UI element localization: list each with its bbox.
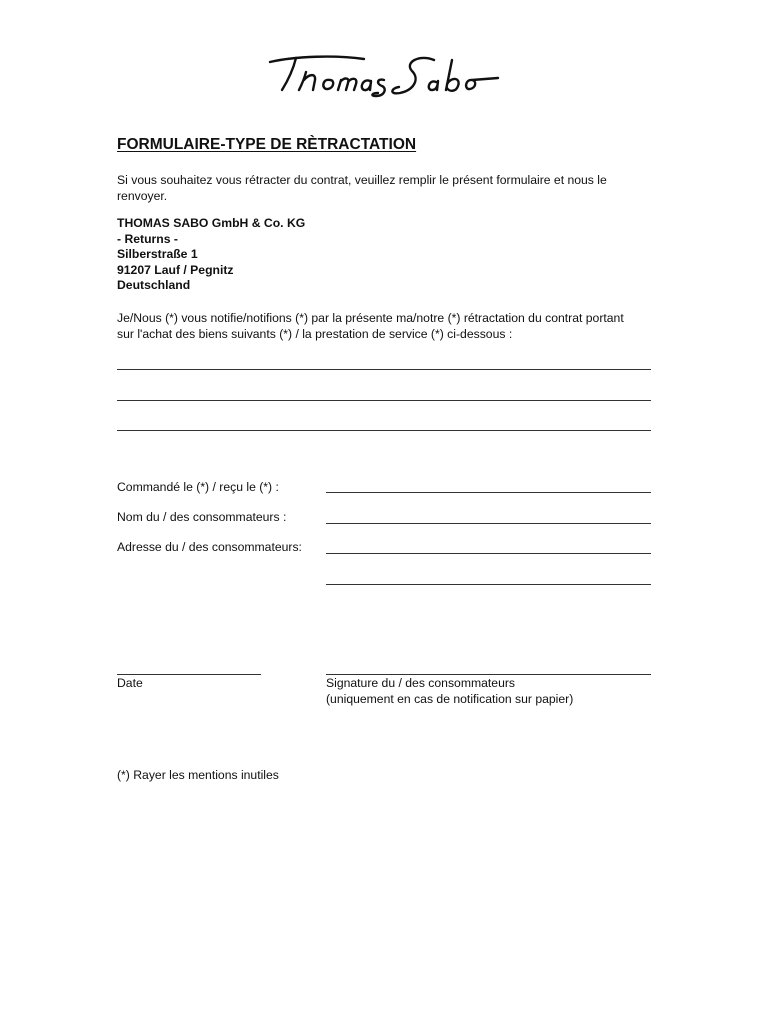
address-street: Silberstraße 1 [117,247,198,262]
notice-text: Je/Nous (*) vous notifie/notifions (*) par la présente ma/notre (*) rétractation du contrat portant sur l'achat des biens suivants (*) / la prestation de service (*) ci-dessous : [117,311,624,341]
goods-line-3[interactable] [117,430,651,431]
form-title: FORMULAIRE-TYPE DE RÈTRACTATION [117,136,417,153]
address-field-line-2[interactable] [326,584,651,585]
address-city: 91207 Lauf / Pegnitz [117,262,234,277]
address-country: Deutschland [117,278,191,293]
goods-line-2[interactable] [117,400,651,401]
footnote: (*) Rayer les mentions inutiles [117,768,279,782]
address-field-line-1[interactable] [326,553,651,554]
signature-note: (uniquement en cas de notification sur papier) [326,692,574,706]
date-field-line[interactable] [117,674,261,675]
return-address [117,216,305,294]
address-label: Adresse du / des consommateurs: [117,540,302,554]
goods-line-1[interactable] [117,369,651,370]
address-company: THOMAS SABO GmbH & Co. KG [117,216,306,230]
name-label: Nom du / des consommateurs : [117,510,287,524]
signature-field-line[interactable] [326,674,651,675]
intro-text: Si vous souhaitez vous rétracter du contrat, veuillez remplir le présent formulaire et nous le renvoyer. [117,173,607,203]
signature-label: Signature du / des consommateurs [326,676,516,690]
date-label: Date [117,676,143,690]
name-field-line[interactable] [326,523,651,524]
ordered-label: Commandé le (*) / reçu le (*) : [117,480,279,494]
thomas-sabo-logo [266,50,502,100]
ordered-field-line[interactable] [326,492,651,493]
address-department: - Returns - [117,231,178,246]
